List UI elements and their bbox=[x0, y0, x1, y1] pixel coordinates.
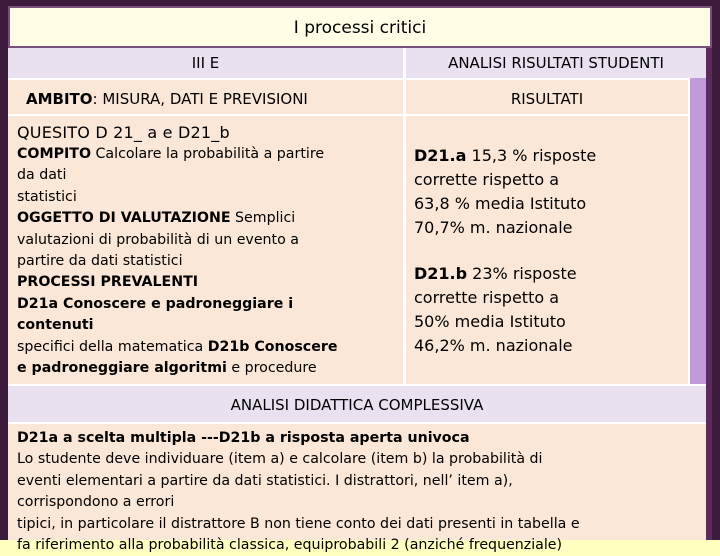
compito-line bbox=[17, 144, 397, 165]
quesito-cell bbox=[8, 114, 406, 384]
d21b-process-text-2: e padroneggiare algoritmi bbox=[17, 360, 227, 377]
d21a-process-text-1: D21a Conoscere e padroneggiare i bbox=[17, 295, 294, 312]
oggetto-line-3: partire da dati statistici bbox=[17, 253, 183, 270]
result-d21a-line-1 bbox=[414, 144, 682, 168]
oggetto-text: Semplici bbox=[230, 210, 296, 227]
result-d21a-line-2: corrette rispetto a bbox=[414, 170, 560, 189]
d21a-process-line-2 bbox=[17, 315, 397, 336]
analisi-heading bbox=[17, 428, 700, 449]
oggetto-line-2: valutazioni di probabilità di un evento a bbox=[17, 231, 299, 248]
result-d21b-text-1: 23% risposte bbox=[467, 264, 577, 283]
analisi-heading-text: D21a a scelta multipla ---D21b a risposta aperta univoca bbox=[17, 430, 470, 446]
quesito-title: QUESITO D 21_ a e D21_b bbox=[17, 123, 230, 142]
result-d21a-text-1: 15,3 % risposte bbox=[466, 146, 597, 165]
risultati-body bbox=[406, 114, 688, 384]
specifici-line bbox=[17, 337, 397, 358]
d21a-process-text-2: contenuti bbox=[17, 317, 94, 334]
slide-title-text: I processi critici bbox=[293, 18, 427, 38]
analisi-line-5: fa riferimento alla probabilità classica, equiprobabili 2 (anziché frequenziale) bbox=[17, 537, 563, 554]
result-d21b bbox=[414, 262, 682, 358]
risultati-label: RISULTATI bbox=[510, 90, 584, 108]
result-d21a bbox=[414, 144, 682, 240]
ambito-cell bbox=[8, 78, 406, 114]
d21b-process-text-1: D21b Conoscere bbox=[207, 338, 338, 355]
analisi-line-2: eventi elementari a partire da dati statistici. I distrattori, nell’ item a), bbox=[17, 472, 513, 489]
analisi-label: ANALISI DIDATTICA COMPLESSIVA bbox=[230, 396, 484, 414]
frame-right bbox=[712, 0, 720, 540]
result-d21b-line-1 bbox=[414, 262, 682, 286]
d21b-process-tail: e procedure bbox=[226, 360, 317, 377]
specifici-text: specifici della matematica bbox=[17, 338, 208, 355]
risultati-header bbox=[406, 78, 688, 114]
slide-title bbox=[8, 6, 712, 48]
analisi-header bbox=[8, 384, 706, 422]
class-header bbox=[8, 48, 406, 78]
oggetto-line bbox=[17, 208, 397, 229]
compito-line-2: da dati bbox=[17, 167, 67, 184]
compito-label: COMPITO bbox=[17, 146, 92, 162]
inner-right-border bbox=[706, 48, 712, 540]
analisi-body bbox=[8, 422, 706, 554]
result-d21a-line-4: 70,7% m. nazionale bbox=[414, 218, 573, 237]
analisi-line-3: corrispondono a errori bbox=[17, 494, 175, 511]
ambito-value: : MISURA, DATI E PREVISIONI bbox=[92, 90, 308, 108]
compito-line-3: statistici bbox=[17, 188, 77, 205]
side-accent bbox=[688, 78, 706, 384]
class-label: III E bbox=[191, 54, 220, 72]
result-d21b-code: D21.b bbox=[414, 264, 468, 283]
analisi-line-4: tipici, in particolare il distrattore B non tiene conto dei dati presenti in tabella e bbox=[17, 515, 580, 532]
result-d21a-line-3: 63,8 % media Istituto bbox=[414, 194, 587, 213]
ambito-label: AMBITO bbox=[26, 90, 93, 108]
frame-left bbox=[0, 0, 8, 540]
processi-label-text: PROCESSI PREVALENTI bbox=[17, 274, 199, 291]
processi-label bbox=[17, 272, 397, 293]
result-d21b-line-2: corrette rispetto a bbox=[414, 288, 560, 307]
result-d21a-code: D21.a bbox=[414, 146, 467, 165]
analysis-header bbox=[406, 48, 706, 78]
compito-text: Calcolare la probabilità a partire bbox=[91, 146, 325, 162]
d21b-process-line-2 bbox=[17, 358, 397, 379]
analisi-line-1: Lo studente deve individuare (item a) e calcolare (item b) la probabilità di bbox=[17, 451, 543, 468]
result-d21b-line-3: 50% media Istituto bbox=[414, 312, 566, 331]
result-d21b-line-4: 46,2% m. nazionale bbox=[414, 336, 573, 355]
oggetto-label: OGGETTO DI VALUTAZIONE bbox=[17, 210, 231, 227]
d21a-process-line-1 bbox=[17, 294, 397, 315]
analysis-label: ANALISI RISULTATI STUDENTI bbox=[448, 54, 664, 72]
